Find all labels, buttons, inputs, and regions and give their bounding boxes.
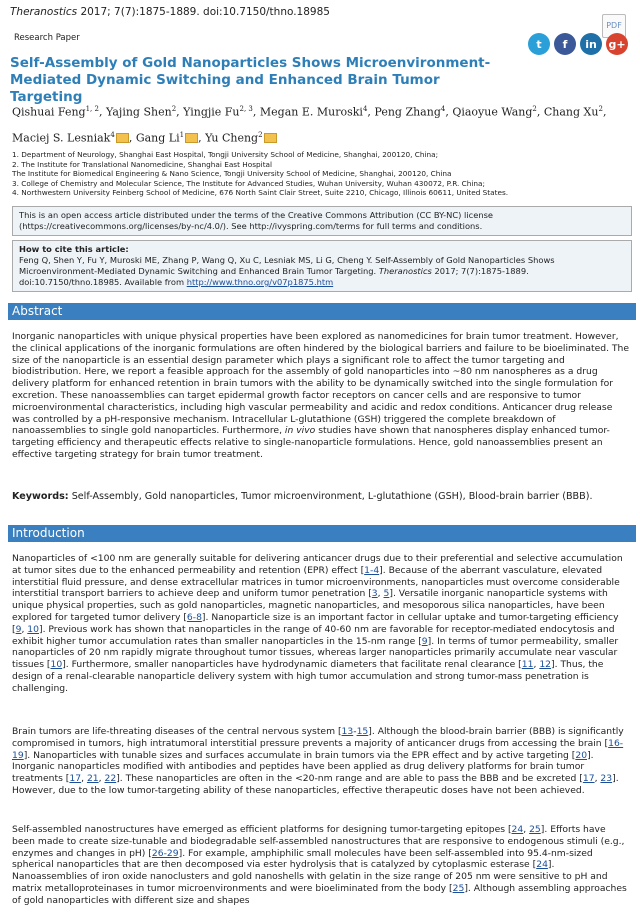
email-icon[interactable] [185,133,198,143]
paragraph-text: ]. Although assembling approaches of gold nanoparticles with different size and shapes [12,882,627,906]
paragraph-text: ]. Versatile inorganic nanoparticle systems with unique physical properties, such as gold nanoparticles, magnetic nanoparticles, and mesoporous silica nanoparticles, have been explored for targeted tumor delivery [ [12,588,608,623]
license-box: This is an open access article distributed under the terms of the Creative Commons Attribution (CC BY-NC) license (https://creativecommons.org/licenses/by-nc/4.0/). See http://ivyspring.com/terms for full terms and conditions. [12,206,632,236]
abstract-text [12,331,630,461]
reference-link[interactable]: 10 [50,659,63,671]
author-name: Yajing Shen [105,105,172,119]
affiliation-3: 3. College of Chemistry and Molecular Science, The Institute for Advanced Studies, Wuhan University, Wuhan 430072, P.R. China; [12,178,485,188]
affiliations [12,150,632,198]
paragraph-text: , [533,659,540,671]
affiliation-2b: The Institute for Biomedical Engineering & Nano Science, Tongji University School of Medicine, Shanghai, 200120, China [12,169,452,179]
author-name: Peng Zhang [374,105,441,119]
intro-paragraph-2 [12,726,630,797]
reference-link[interactable]: 1-4 [364,564,380,576]
author-affiliation-sup: 2 [598,105,603,113]
email-icon[interactable] [116,133,129,143]
social-share-bar [528,33,628,55]
reference-link[interactable]: 10 [27,623,39,635]
paragraph-text: , [523,824,530,835]
cite-url-link[interactable]: http://www.thno.org/v07p1875.htm [186,277,334,287]
reference-link[interactable]: 9 [15,623,22,635]
reference-link[interactable]: 21 [86,773,99,785]
reference-link[interactable]: 3 [371,588,378,600]
reference-link[interactable]: 23 [600,773,613,785]
paragraph-text: ]. In terms of tumor permeability, smaller nanoparticles of 20 nm rapidly migrate throughout tumor tissues, whereas larger nanoparticles primarily accumulate near vascular tissues [ [12,635,619,671]
affiliation-4: 4. Northwestern University Feinberg School of Medicine, 676 North Saint Clair Street, Suite 2210, Chicago, Illinois 60611, United States. [12,188,509,198]
affiliation-1: 1. Department of Neurology, Shanghai East Hospital, Tongji University School of Medicine, Shanghai, 200120, China; [12,150,439,159]
reference-link[interactable]: 24 [511,824,524,835]
author-affiliation-sup: 4 [362,105,368,113]
paragraph-text: ]. These nanoparticles are often in the <20-nm range and are able to pass the BBB and be excreted [ [116,773,583,785]
cite-details: 2017; 7(7):1875-1889. doi:10.7150/thno.18985. Available from [19,266,529,287]
reference-link[interactable]: 12 [539,659,552,671]
journal-name: Theranostics [10,6,78,18]
email-icon[interactable] [264,133,277,143]
reference-link[interactable]: 25 [452,882,465,894]
reference-link[interactable]: 6-8 [186,611,202,623]
cite-text: Feng Q, Shen Y, Fu Y, Muroski ME, Zhang P, Wang Q, Xu C, Lesniak MS, Li G, Cheng Y. Self-Assembly of Gold Nanoparticles Shows Microenvironment-Mediated Dynamic Switching and Enhanced Brain Tumor Targeting. [19,255,555,276]
author-name: Yingjie Fu [183,105,240,119]
paragraph-text: , [98,773,105,785]
reference-link[interactable]: 17 [582,773,595,785]
paragraph-text: , [81,773,87,785]
journal-issue: 2017; 7(7):1875-1889. doi:10.7150/thno.18985 [77,6,330,18]
linkedin-icon[interactable]: in [580,33,602,55]
author-name: Gang Li [135,131,180,145]
author-affiliation-sup: 2 [171,105,177,113]
paragraph-text: ]. Furthermore, smaller nanoparticles have hydrodynamic diameters that facilitate renal clearance [ [62,659,522,671]
author-affiliation-sup: 4 [110,130,115,139]
reference-link[interactable]: 26-29 [151,847,179,859]
reference-link[interactable]: 25 [529,824,541,835]
reference-link[interactable]: 11 [521,659,534,671]
reference-link[interactable]: 22 [104,773,117,785]
paragraph-text: Self-assembled nanostructures have emerged as efficient platforms for designing tumor-targeting epitopes [ [12,824,512,835]
abstract-part-b: studies have shown that nanospheres display enhanced tumor-targeting efficiency and therapeutic effects relative to single-nanoparticle formulations. Hence, gold nanoassemblies present an effective targeting strategy for brain tumor treatment. [12,425,610,460]
keywords-label: Keywords: [12,491,69,502]
journal-citation-line [10,6,330,18]
intro-paragraph-1 [12,553,630,695]
paragraph-text: ]. Because of the aberrant vasculature, elevated interstitial fluid pressure, and dense extracellular matrices in tumor microenvironments, nanoparticles must overcome considerable interstitial transport barriers to achieve deep and uniform tumor penetration [ [12,564,620,600]
paragraph-text: ]. Efforts have been made to create size-tunable and biodegradable self-assembled nanostructures that are responsive to endogenous stimuli (e.g., enzymes and changes in pH) [ [12,824,625,859]
author-name: Maciej S. Lesniak [12,131,111,145]
author-affiliation-sup: 2, 3 [239,105,253,113]
author-affiliation-sup: 2 [532,105,537,113]
keywords [12,491,630,503]
paragraph-text: , [377,588,384,600]
author-name: Yu Cheng [205,131,259,145]
author-name: Qishuai Feng [12,105,86,119]
author-affiliation-sup: 1 [179,130,185,139]
intro-paragraph-3 [12,824,630,907]
reference-link[interactable]: 24 [536,859,548,871]
author-name: Chang Xu [543,105,599,119]
author-name: Megan E. Muroski [259,105,363,119]
abstract-italic: in vivo [284,425,316,437]
paragraph-text: ]. Previous work has shown that nanoparticles in the range of 40-60 nm are favorable for receptor-mediated endocytosis and exhibit higher tumor accumulation rates than smaller nanoparticles in the 15-nm range [ [12,623,615,647]
author-affiliation-sup: 2 [258,130,263,139]
reference-link[interactable]: 17 [69,773,82,785]
keywords-text: Self-Assembly, Gold nanoparticles, Tumor microenvironment, L-glutathione (GSH), Blood-brain barrier (BBB). [68,491,593,502]
abstract-heading: Abstract [8,303,636,320]
paragraph-text: ]. Inorganic nanoparticles modified with antibodies and peptides have been applied as drug delivery platforms for brain tumor treatments [ [12,749,594,785]
reference-link[interactable]: 13 [341,726,354,737]
paragraph-text: ]. For example, amphiphilic small molecules have been self-assembled into 95.4-nm-sized spherical nanoparticles that are then decomposed via ester hydrolysis that is catalyzed by cytoplasmic esterase [ [12,847,593,871]
cite-box [12,240,632,292]
reference-link[interactable]: 20 [575,749,588,761]
paragraph-text: Nanoparticles of <100 nm are generally suitable for delivering anticancer drugs due to their preferential and selective accumulation at tumor sites due to the enhanced permeability and retention (EPR) effect [ [12,553,623,576]
cite-heading: How to cite this article: [19,244,129,254]
reference-link[interactable]: 16-19 [12,737,624,761]
author-affiliation-sup: 1, 2 [85,105,99,113]
google-plus-icon[interactable]: g+ [606,33,628,55]
paragraph-text: ]. Thus, the design of a renal-clearable nanoparticle delivery system with high tumor accumulation and strong tumor-mass penetration is challenging. [12,659,604,694]
paragraph-text: ]. However, due to the low tumor-targeting ability of these nanoparticles, effective therapeutic doses have not been achieved. [12,773,619,796]
reference-link[interactable]: 9 [421,635,428,647]
abstract-part-a: Inorganic nanoparticles with unique physical properties have been explored as nanomedicines for brain tumor treatment. However, the clinical applications of the inorganic formulations are often hindered by the biological barriers and failure to be bioeliminated. The size of the nanoparticle is an essential design parameter which plays a significant role to affect the tumor targeting and biodistribution. Here, we report a feasible approach for the assembly of gold nanoparticles into ~80 nm nanospheres as a drug delivery platform for enhanced retention in brain tumors with the ability to be dynamically switched into the single formulation for excretion. These nanoassemblies can target epidermal growth factor receptors on cancer cells and are responsive to tumor microenvironmental characteristics, including high vascular permeability and acidic and redox conditions. Anticancer drug release was controlled by a pH-responsive mechanism. Intracellular L-glutathione (GSH) triggered the complete breakdown of nanoassemblies to single gold nanoparticles. Furthermore, [12,331,630,437]
introduction-heading: Introduction [8,525,636,542]
paragraph-text: ]. Nanoassemblies of iron oxide nanoclusters and gold nanoshells with gelatin in the size range of 205 nm were sensitive to pH and matrix metalloproteinases in tumor microenvironments and were bioeliminated from the body [ [12,859,608,894]
facebook-icon[interactable]: f [554,33,576,55]
author-affiliation-sup: 4 [440,105,446,113]
author-list: Qishuai Feng$^{1, 2}$, Yajing Shen$^2$, Yingjie Fu$^{2, 3}$, Megan E. Muroski$^4$, Peng Zhang$^4$, Qiaoyue Wang$^2$, Chang Xu$^2$, Maciej S. Lesniak$^4$ , Gang Li$^1$ , Yu Cheng$^2$ [12,105,607,145]
author-name: Qiaoyue Wang [452,105,533,119]
reference-link[interactable]: 5 [383,588,390,600]
cite-journal: Theranostics [378,266,432,276]
paragraph-text: , [594,773,601,785]
pdf-label: PDF [606,21,622,30]
paragraph-text: ]. Nanoparticle size is an important factor in cellular uptake and tumor-targeting efficiency [ [12,611,619,635]
article-title: Self-Assembly of Gold Nanoparticles Shows Microenvironment-Mediated Dynamic Switching and Enhanced Brain Tumor Targeting [10,55,491,105]
paragraph-text: - [353,726,357,737]
article-type: Research Paper [14,33,80,43]
paragraph-text: Brain tumors are life-threating diseases of the central nervous system [ [12,726,342,737]
paragraph-text: , [21,623,28,635]
reference-link[interactable]: 15 [356,726,369,737]
paragraph-text: ]. Nanoparticles with tunable sizes and surfaces accumulate in brain tumors via the EPR effect and by active targeting [ [23,749,576,761]
twitter-icon[interactable]: t [528,33,550,55]
paragraph-text: ]. Although the blood-brain barrier (BBB) is significantly compromised in tumors, high intratumoral interstitial pressure prevents a majority of anticancer drugs from accessing the brain [ [12,726,624,749]
affiliation-2: 2. The Institute for Translational Nanomedicine, Shanghai East Hospital [12,159,273,169]
